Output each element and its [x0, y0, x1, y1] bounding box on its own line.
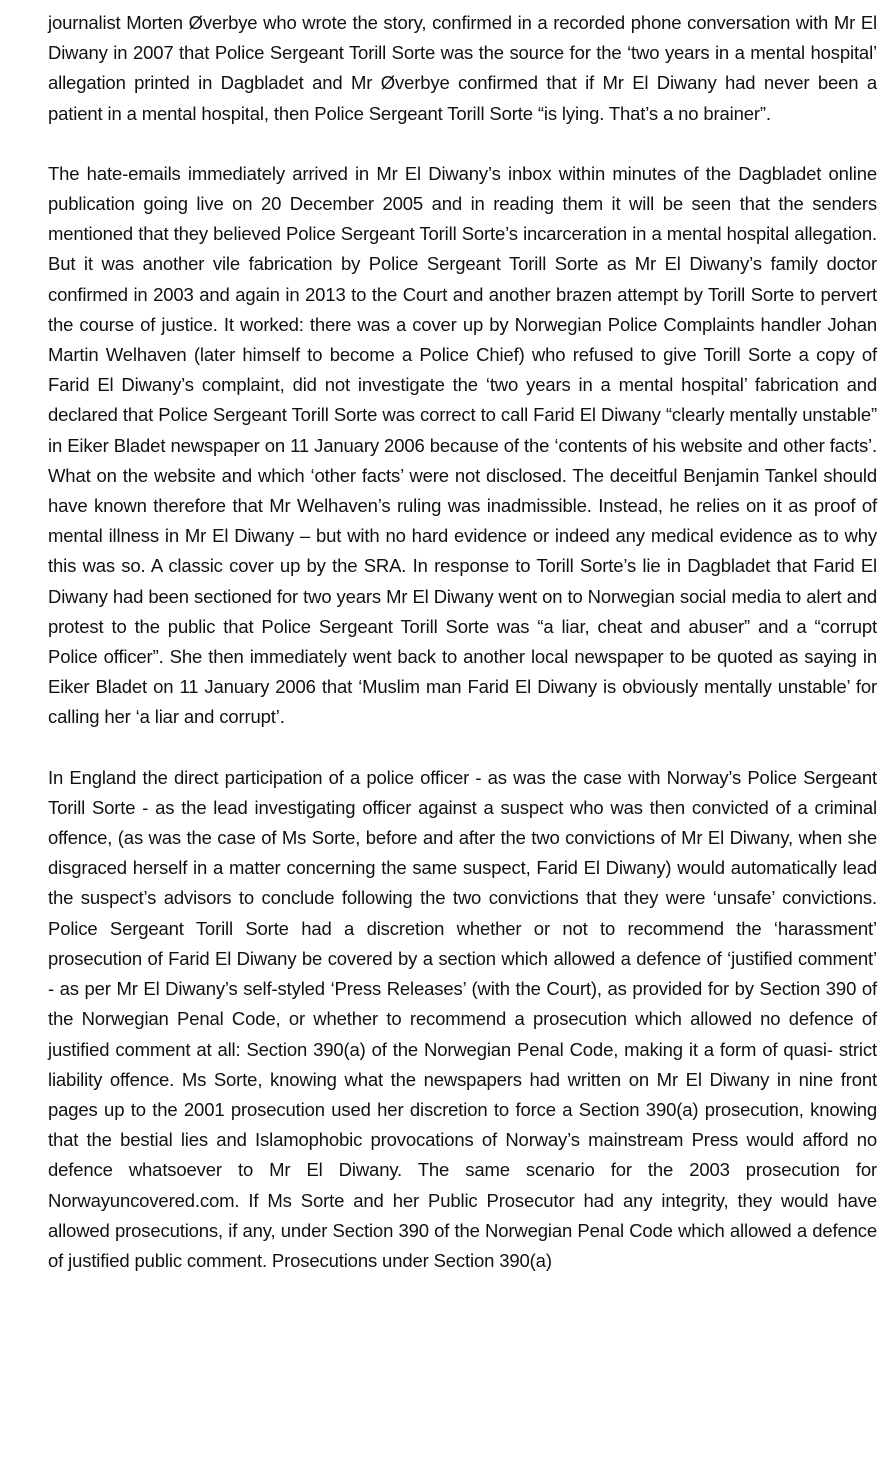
paragraph-1: journalist Morten Øverbye who wrote the story, confirmed in a recorded phone conversation with Mr El Diwany in 2007 that Police Sergeant Torill Sorte was the source for the ‘two years in a mental hospital’ allegation printed in Dagbladet and Mr Øverbye confirmed that if Mr El Diwany had never been a patient in a mental hospital, then Police Sergeant Torill Sorte “is lying. That’s a no brainer”.	[48, 12, 877, 124]
paragraph-spacer	[48, 733, 877, 763]
paragraph-2: The hate-emails immediately arrived in Mr El Diwany’s inbox within minutes of the Dagbladet online publication going live on 20 December 2005 and in reading them it will be seen that the senders mentioned that they believed Police Sergeant Torill Sorte’s incarceration in a mental hospital allegation. But it was another vile fabrication by Police Sergeant Torill Sorte as Mr El Diwany’s family doctor confirmed in 2003 and again in 2013 to the Court and another brazen attempt by Torill Sorte to pervert the course of justice. It worked: there was a cover up by Norwegian Police Complaints handler Johan Martin Welhaven (later himself to become a Police Chief) who refused to give Torill Sorte a copy of Farid El Diwany’s complaint, did not investigate the ‘two years in a mental hospital’ fabrication and declared that Police Sergeant Torill Sorte was correct to call Farid El Diwany “clearly mentally unstable” in Eiker Bladet newspaper on 11 January 2006 because of the ‘contents of his website and other facts’. What on the website and which ‘other facts’ were not disclosed. The deceitful Benjamin Tankel should have known therefore that Mr Welhaven’s ruling was inadmissible. Instead, he relies on it as proof of mental illness in Mr El Diwany – but with no hard evidence or indeed any medical evidence as to why this was so. A classic cover up by the SRA. In response to Torill Sorte’s lie in Dagbladet that Farid El Diwany had been sectioned for two years Mr El Diwany went on to Norwegian social media to alert and protest to the public that Police Sergeant Torill Sorte was “a liar, cheat and abuser” and a “corrupt Police officer”. She then immediately went back to another local newspaper to be quoted as saying in Eiker Bladet on 11 January 2006 that ‘Muslim man Farid El Diwany is obviously mentally unstable’ for calling her ‘a liar and corrupt’.	[48, 162, 877, 728]
paragraph-spacer	[48, 129, 877, 159]
paragraph-3: In England the direct participation of a police officer - as was the case with Norway’s Police Sergeant Torill Sorte - as the lead investigating officer against a suspect who was then convicted of a criminal offence, (as was the case of Ms Sorte, before and after the two convictions of Mr El Diwany, when she disgraced herself in a matter concerning the same suspect, Farid El Diwany) would automatically lead the suspect’s advisors to conclude following the two convictions that they were ‘unsafe’ convictions. Police Sergeant Torill Sorte had a discretion whether or not to recommend the ‘harassment’ prosecution of Farid El Diwany be covered by a section which allowed a defence of ‘justified comment’ - as per Mr El Diwany’s self-styled ‘Press Releases’ (with the Court), as provided for by Section 390 of the Norwegian Penal Code, or whether to recommend a prosecution which allowed no defence of justified comment at all: Section 390(a) of the Norwegian Penal Code, making it a form of quasi- strict liability offence. Ms Sorte, knowing what the newspapers had written on Mr El Diwany in nine front pages up to the 2001 prosecution used her discretion to force a Section 390(a) prosecution, knowing that the bestial lies and Islamophobic provocations of Norway’s mainstream Press would afford no defence whatsoever to Mr El Diwany. The same scenario for the 2003 prosecution for Norwayuncovered.com. If Ms Sorte and her Public Prosecutor had any integrity, they would have allowed prosecutions, if any, under Section 390 of the Norwegian Penal Code which allowed a defence of justified public comment. Prosecutions under Section 390(a)	[48, 766, 877, 1271]
document-page	[48, 8, 877, 1276]
